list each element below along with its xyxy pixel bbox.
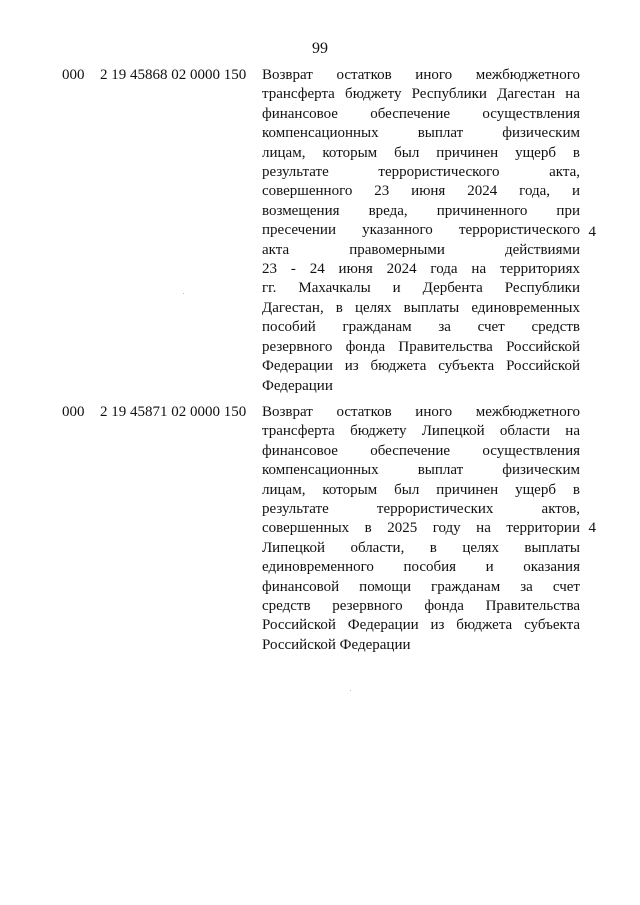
description-line: единовременного пособия и оказания bbox=[262, 559, 580, 576]
description-line: резервного фонда Правительства Российской bbox=[262, 338, 580, 355]
description-line: Федерации bbox=[262, 377, 333, 394]
scan-speck bbox=[183, 293, 184, 294]
description-line: результате террористических актов, bbox=[262, 501, 580, 518]
description-line: финансовое обеспечение осуществления bbox=[262, 442, 580, 459]
description-line: возмещения вреда, причиненного при bbox=[262, 202, 580, 219]
description-line: Возврат остатков иного межбюджетного bbox=[262, 67, 580, 83]
description-line: компенсационных выплат физическим bbox=[262, 462, 580, 479]
description-line: лицам, которым был причинен ущерб в bbox=[262, 481, 580, 498]
admin-code: 000 bbox=[62, 404, 85, 420]
description-line: лицам, которым был причинен ущерб в bbox=[262, 144, 580, 161]
description-line: Федерации из бюджета субъекта Российской bbox=[262, 358, 580, 375]
description-line: 23 - 24 июня 2024 года на территориях bbox=[262, 261, 580, 278]
scan-speck bbox=[350, 690, 351, 691]
description-line: пособий гражданам за счет средств bbox=[262, 319, 580, 336]
description-line: Российской Федерации из бюджета субъекта bbox=[262, 617, 580, 634]
description bbox=[262, 66, 580, 396]
description-line: финансовой помощи гражданам за счет bbox=[262, 578, 580, 595]
admin-code: 000 bbox=[62, 67, 85, 83]
amount: 4 bbox=[588, 520, 596, 536]
description-line: финансовое обеспечение осуществления bbox=[262, 105, 580, 122]
description-line: Липецкой области, в целях выплаты bbox=[262, 539, 580, 556]
description-line: результате террористического акта, bbox=[262, 164, 580, 181]
description-line: трансферта бюджету Липецкой области на bbox=[262, 423, 580, 440]
description-line: компенсационных выплат физическим bbox=[262, 125, 580, 142]
description-line: Дагестан, в целях выплаты единовременных bbox=[262, 299, 580, 316]
description-line: гг. Махачкалы и Дербента Республики bbox=[262, 280, 580, 297]
description bbox=[262, 403, 580, 655]
description-line: совершенных в 2025 году на территории bbox=[262, 520, 580, 537]
page-number: 99 bbox=[312, 40, 328, 57]
description-line: трансферта бюджету Республики Дагестан на bbox=[262, 86, 580, 103]
amount: 4 bbox=[588, 224, 596, 240]
description-line: Возврат остатков иного межбюджетного bbox=[262, 404, 580, 420]
budget-classification-code: 2 19 45871 02 0000 150 bbox=[100, 404, 247, 420]
description-line: акта правомерными действиями bbox=[262, 241, 580, 258]
description-line: Российской Федерации bbox=[262, 636, 411, 653]
description-line: совершенного 23 июня 2024 года, и bbox=[262, 183, 580, 200]
description-line: пресечении указанного террористического bbox=[262, 222, 580, 239]
description-line: средств резервного фонда Правительства bbox=[262, 598, 580, 615]
budget-classification-code: 2 19 45868 02 0000 150 bbox=[100, 67, 247, 83]
